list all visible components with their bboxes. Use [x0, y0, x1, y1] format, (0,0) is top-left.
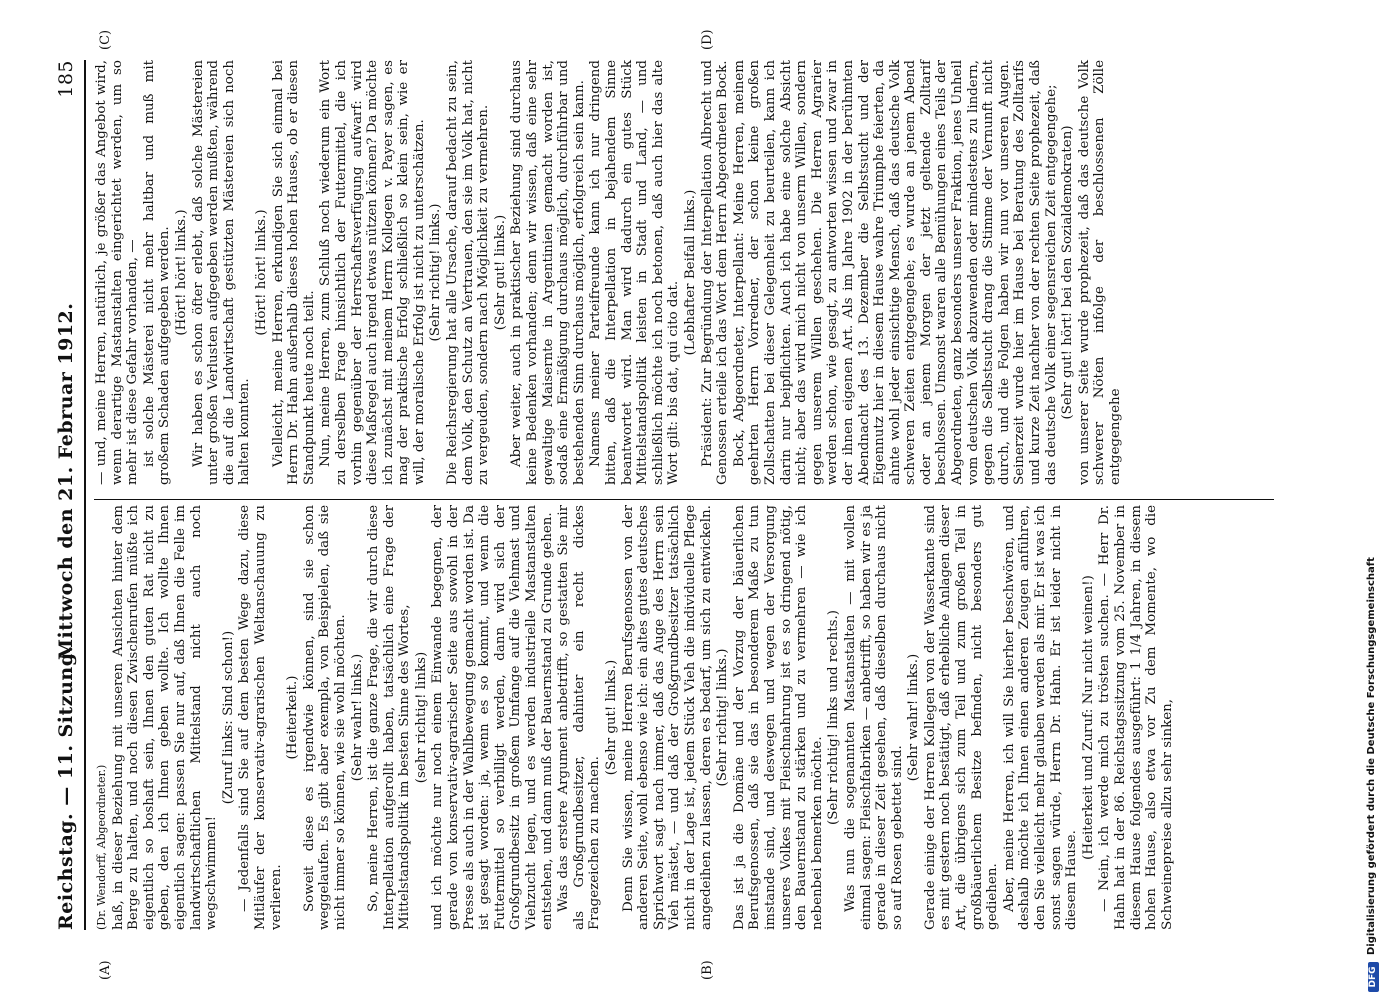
paragraph: ist solche Mästerei nicht mehr haltbar und muß mit großem Schaden aufgegeben werden.	[141, 60, 173, 485]
interjection: (Sehr gut! links.)	[492, 214, 508, 331]
margin-marker-b: (B)	[700, 960, 715, 980]
interjection: (Hört! hört! links.)	[253, 209, 269, 336]
header-left: Reichstag. — 11. Sitzung.	[55, 645, 77, 930]
digitization-note: Digitalisierung gefördert durch die Deutsche Forschungsgemeinschaft	[1366, 557, 1377, 955]
paragraph: Aber weiter, auch in praktischer Beziehung sind durchaus keine Bedenken vorhanden; denn wir wissen, daß eine sehr gewaltige Maisernte in Argentinien gemacht worden ist, sodaß eine Ermäßigung durchaus möglich, durchführbar und bestehenden Sinn durchaus möglich, erfolgreich sein kann.	[509, 60, 587, 485]
margin-marker-d: (D)	[700, 29, 715, 50]
header-rule	[84, 60, 86, 930]
dfg-logo: DFG	[1368, 962, 1379, 992]
margin-marker-c: (C)	[98, 29, 113, 50]
paragraph: Die Reichsregierung hat alle Ursache, darauf bedacht zu sein, dem Volk, den Schutz an Vertrauen, den sie im Volk hat, nicht zu vergeuden, sondern nach Möglichkeit zu vermehren.	[445, 60, 492, 485]
paragraph: — und, meine Herren, natürlich, je größer das Angebot wird, wenn derartige Mastanstalten eingerichtet werden, um so mehr ist diese Gefahr vorhanden, —	[94, 60, 141, 485]
margin-marker-a: (A)	[98, 960, 113, 980]
paragraph: Namens meiner Parteifreunde kann ich nur dringend bitten, daß die Interpellation in bejahendem Sinne beantwortet wird. Man wird dadurch ein gutes Stück Mittelstandspolitik leisten in Stadt und Land, — und schließlich möchte ich noch betonen, daß auch hier das alte Wort gilt: bis dat, qui cito dat.	[588, 60, 682, 485]
paragraph: Soweit diese es irgendwie können, sind sie schon weggelaufen. Es gibt aber exempla, von Beispielen, daß sie nicht immer so können, wie sie wohl möchten.	[301, 505, 348, 930]
paragraph: Vielleicht, meine Herren, erkundigen Sie sich einmal bei Herrn Dr. Hahn außerhalb dieses hohen Hauses, ob er diesen Standpunkt heute noch teilt.	[270, 60, 317, 485]
interjection: (Zuruf links: Sind schon!)	[220, 630, 236, 805]
interjection: (Sehr wahr! links.)	[349, 653, 365, 782]
interjection: (Sehr gut! links.)	[604, 659, 619, 776]
paragraph: Was nun die sogenannten Mastanstalten — mit wollen einmal sagen: Fleischfabriken — anbetrifft, so haben wir es ja gerade in dieser Zeit gesehen, daß dieselben durchaus nicht so auf Rosen gebettet sind.	[842, 505, 905, 930]
left-column	[94, 505, 1274, 930]
interjection: (Heiterkeit.)	[285, 675, 301, 760]
paragraph: Das ist ja die Domäne und der Vorzug der bäuerlichen Berufsgenossen, daß sie das in besonderem Maße zu tun imstande sind, und deswegen und wegen der Versorgung unseres Volkes mit Fleischnahrung ist es so dringend nötig, den Bauernstand zu stärken und zu vermehren — wie ich nebenbei bemerken möchte.	[731, 505, 825, 930]
interjection: (Hört! hört! links.)	[173, 209, 189, 336]
paragraph: Denn Sie wissen, meine Herren Berufsgenossen von der anderen Seite, wohl ebenso wie ich: ein altes gutes deutsches Sprichwort sagt nach immer, daß das Auge des Herrn sein Vieh mästet, — und daß der Großgrundbesitzer tatsächlich nicht in der Lage ist, jedem Stück Vieh die individuelle Pflege angedeihen zu lassen, deren es bedarf, um sich zu entwickeln.	[620, 505, 714, 930]
interjection: (sehr richtig! links)	[413, 651, 429, 784]
paragraph: haß, in dieser Beziehung mit unseren Ansichten hinter dem Berge zu halten, und noch diesen Zwischenrufen müßte ich eigentlich so boshaft sein, Ihnen den guten Rat nicht zu geben, den ich Ihnen geben wollte. Ich wollte Ihnen eigentlich sagen: passen Sie nur auf, daß Ihnen die Felle im landwirtschaftlichen Mittelstand nicht auch noch wegschwimmen!	[110, 505, 220, 930]
column-divider	[94, 499, 1274, 500]
paragraph: Wir haben es schon öfter erlebt, daß solche Mästereien unter großen Verlusten aufgegeben werden mußten, während die auf die Landwirtschaft gestützten Mästereien sich noch halten konnten.	[190, 60, 253, 485]
interjection: (Heiterkeit und Zuruf: Nur nicht weinen!)	[1080, 575, 1096, 860]
right-column	[94, 60, 1274, 485]
paragraph: So, meine Herren, ist die ganze Frage, die wir durch diese Interpellation aufgerollt haben, tatsächlich eine Frage der Mittelstandspolitik im besten Sinne des Wortes,	[366, 505, 413, 930]
page-number: 185	[55, 60, 77, 98]
paragraph: — Nein, ich werde mich zu trösten suchen. — Herr Dr. Hahn hat in der 86. Reichstagssitzung vom 25. November in diesem Hause folgendes ausgeführt: 1 1/4 Jahren, in diesem hohen Hause, also etwa vor Zu dem Momente, wo die Schweinepreise allzu sehr sinken,	[1097, 505, 1175, 930]
paragraph: Aber, meine Herren, ich will Sie hierher beschwören, und deshalb möchte ich Ihnen einen anderen Zeugen anführen, den Sie vielleicht mehr glauben werden als mir. Er ist was ich sonst sagen würde, Herrn Dr. Hahn. Er ist leider nicht in diesem Hause.	[1001, 505, 1080, 930]
paragraph: und ich möchte nur noch einem Einwande begegnen, der gerade von konservativ-agrarischer Seite aus sowohl in der Presse als auch in der Wahlbewegung gemacht worden ist. Da ist gesagt worden: ja, wenn es so kommt, und wenn die Futtermittel so verbilligt werden, dann wird sich der Großgrundbesitz in großem Umfange auf die Viehmast und Viehzucht legen, und es werden industrielle Mastanstalten entstehen, und dann muß der Bauernstand zu Grunde gehen.	[430, 505, 555, 930]
interjection: (Sehr richtig! links.)	[428, 203, 444, 342]
interjection: (Sehr richtig! links und rechts.)	[826, 610, 842, 825]
interjection: (Sehr wahr! links.)	[906, 653, 922, 782]
interjection: (Lebhafter Beifall links.)	[682, 189, 698, 356]
speaker-paragraph: Bock, Abgeordneter, Interpellant: Meine Herren, meinem geehrten Herrn Vorredner, der schon keine großen Zollschatten bei dieser Gelegenheit zu beurteilen, kann ich darin nur beipflichten. Auch ich habe eine solche Absicht nicht; aber das wird mich nicht von unserm Willen, sondern gegen unserem Willen geschehen. Die Herren Agrarier werden schon, wie gesagt, zu antworten wissen und zwar in der ihnen eigenen Art. Als im Jahre 1902 in der berühmten Abendnacht des 13. Dezember die Selbstsucht und der Eigennutz hier in diesem Hause wahre Triumphe feierten, da ahnte wohl jeder einsichtige Mensch, daß das deutsche Volk schweren Zeiten entgegengehe; es wurde an jenem Abend oder an jenem Morgen der jetzt geltende Zolltarif beschlossen. Umsonst waren alle Bemühungen eines Teils der Abgeordneten, ganz besonders unserer Fraktion, jenes Unheil vom deutschen Volk abzuwenden oder mindestens zu lindern, gegen die Selbstsucht drang die Stimme der Vernunft nicht durch, und die Folgen haben wir nun vor unseren Augen. Seinerzeit wurde hier im Hause bei Beratung des Zolltarifs und kurze Zeit nachher von der rechten Seite prophezeit, daß das deutsche Volk einer segensreichen Zeit entgegengehe;	[731, 60, 1059, 485]
interjection: (Sehr gut! hört! bei den Sozialdemokraten)	[1060, 125, 1076, 420]
paragraph: von unserer Seite wurde prophezeit, daß das deutsche Volk schwerer Nöten infolge der beschlossenen Zölle entgegengehe	[1076, 60, 1123, 485]
page-header	[55, 60, 83, 930]
paragraph: Nun, meine Herren, zum Schluß noch wiederum ein Wort zu derselben Frage hinsichtlich der Futtermittel, die ich vorhin gegenüber der Herrschaftsverfügung aufwarf: wird diese Maßregel auch irgend etwas nützen können? Da möchte ich zunächst mit meinem Herrn Kollegen v. Payer sagen, es mag der praktische Erfolg schließlich so klein sein, wie er will, der moralische Erfolg ist nicht zu unterschätzen.	[318, 60, 427, 485]
header-center: Mittwoch den 21. Februar 1912.	[55, 302, 77, 660]
paragraph: — Jedenfalls sind Sie auf dem besten Wege dazu, diese Mitläufer der konservativ-agrarischen Weltanschauung zu verlieren.	[237, 505, 284, 930]
president-paragraph: Präsident: Zur Begründung der Interpellation Albrecht und Genossen erteile ich das Wort dem Herrn Abgeordneten Bock.	[699, 60, 731, 485]
speaker-note: (Dr. Wendorff, Abgeordneter.)	[95, 764, 108, 930]
interjection: (Sehr richtig! links.)	[715, 648, 731, 787]
paragraph: Gerade einige der Herren Kollegen von der Wasserkante sind es mit gestern noch bestätigt, daß erhebliche Anlagen dieser Art, die übrigens sich zum Teil und zum großen Teil in großbäuerlichem Besitze befinden, nicht besonders gut gediehen.	[922, 505, 1001, 930]
paragraph: Was das erstere Argument anbetrifft, so gestatten Sie mir als Großgrundbesitzer, dahinter ein recht dickes Fragezeichen zu machen.	[556, 505, 603, 930]
